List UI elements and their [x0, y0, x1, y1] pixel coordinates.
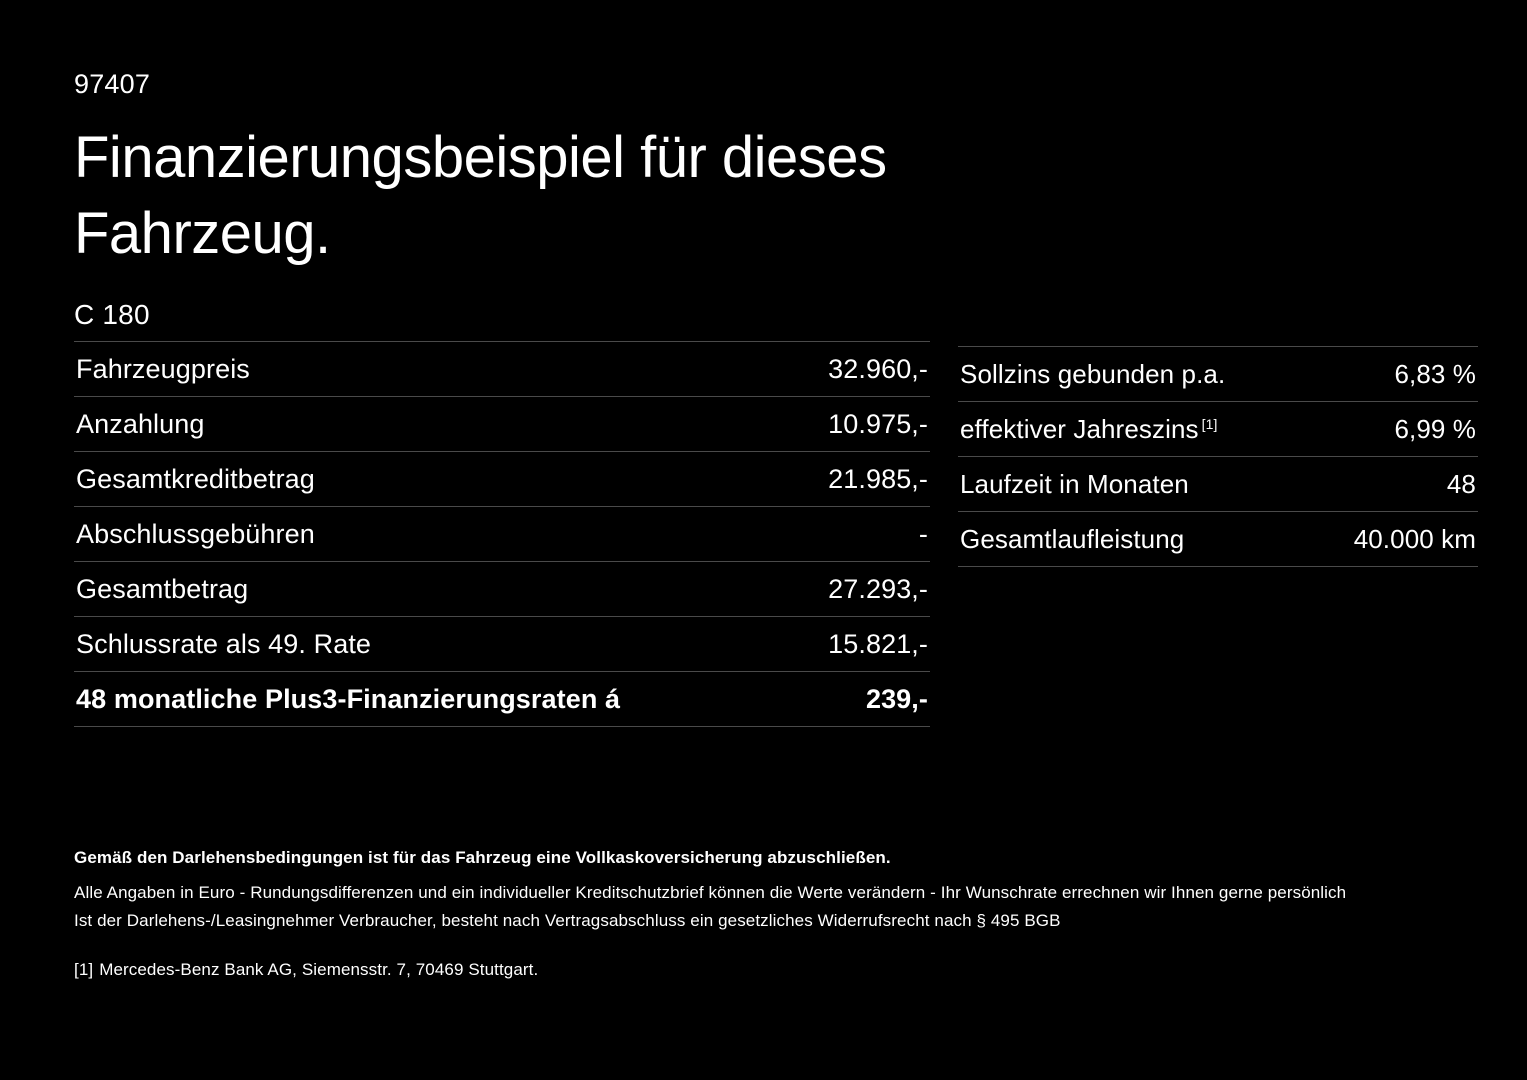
- note-insurance-requirement: Gemäß den Darlehensbedingungen ist für das Fahrzeug eine Vollkaskoversicherung abzuschließen.: [74, 848, 891, 867]
- right-column: [958, 299, 1478, 567]
- row-label-text: Gesamtlaufleistung: [960, 524, 1185, 555]
- row-value: 15.821,-: [828, 629, 928, 660]
- row-value: 10.975,-: [828, 409, 928, 440]
- row-value: 6,83 %: [1394, 359, 1476, 390]
- row-value: 32.960,-: [828, 354, 928, 385]
- note-withdrawal-right: Ist der Darlehens-/Leasingnehmer Verbraucher, besteht nach Vertragsabschluss ein gesetzliches Widerrufsrecht nach § 495 BGB: [74, 910, 1061, 930]
- row-value: 40.000 km: [1353, 524, 1476, 555]
- row-label: Anzahlung: [76, 409, 205, 440]
- table-row: [958, 402, 1478, 457]
- row-value: 27.293,-: [828, 574, 928, 605]
- vehicle-model-label: C 180: [74, 299, 150, 331]
- row-label: [958, 457, 1312, 512]
- table-row: [958, 457, 1478, 512]
- footnote-text: Mercedes-Benz Bank AG, Siemensstr. 7, 70469 Stuttgart.: [99, 960, 539, 980]
- footnote-reference: [1]: [1201, 415, 1218, 432]
- financing-terms-table: [958, 346, 1478, 567]
- footnote-marker: [1]: [74, 960, 94, 980]
- table-row: [74, 617, 930, 672]
- page-title: Finanzierungsbeispiel für dieses Fahrzeug.: [74, 125, 887, 266]
- left-column: [74, 299, 930, 727]
- legal-notes: [74, 845, 1454, 984]
- row-label: [958, 512, 1312, 567]
- row-label: Gesamtkreditbetrag: [76, 464, 315, 495]
- row-label-text: effektiver Jahreszins: [960, 414, 1199, 445]
- row-value: 239,-: [865, 684, 928, 715]
- table-row: [958, 347, 1478, 402]
- row-label: [958, 347, 1312, 402]
- table-row: [958, 512, 1478, 567]
- row-label: Abschlussgebühren: [76, 519, 315, 550]
- note-footnote-bank: [74, 956, 1454, 983]
- table-row: [74, 562, 930, 617]
- row-label: Schlussrate als 49. Rate: [76, 629, 372, 660]
- row-label: 48 monatliche Plus3-Finanzierungsraten á: [76, 684, 621, 715]
- tables-container: [74, 299, 1476, 727]
- row-label-text: Sollzins gebunden p.a.: [960, 359, 1226, 390]
- table-row: [74, 397, 930, 452]
- row-value: 21.985,-: [828, 464, 928, 495]
- row-value: 6,99 %: [1394, 414, 1476, 445]
- row-label: Fahrzeugpreis: [76, 354, 250, 385]
- financing-main-table: [74, 341, 930, 727]
- row-label: Gesamtbetrag: [76, 574, 249, 605]
- table-row: [74, 342, 930, 397]
- table-row-monthly-rate: [74, 672, 930, 727]
- row-label-text: Laufzeit in Monaten: [960, 469, 1189, 500]
- table-row: [74, 507, 930, 562]
- table-row: [74, 452, 930, 507]
- row-value: 48: [1446, 469, 1476, 500]
- note-currency-disclaimer: Alle Angaben in Euro - Rundungsdifferenzen und ein individueller Kreditschutzbrief können die Werte verändern - Ihr Wunschrate errechnen wir Ihnen gerne persönlich: [74, 883, 1347, 903]
- row-value: -: [918, 519, 928, 550]
- row-label: [958, 402, 1312, 457]
- reference-number: 97407: [74, 69, 151, 99]
